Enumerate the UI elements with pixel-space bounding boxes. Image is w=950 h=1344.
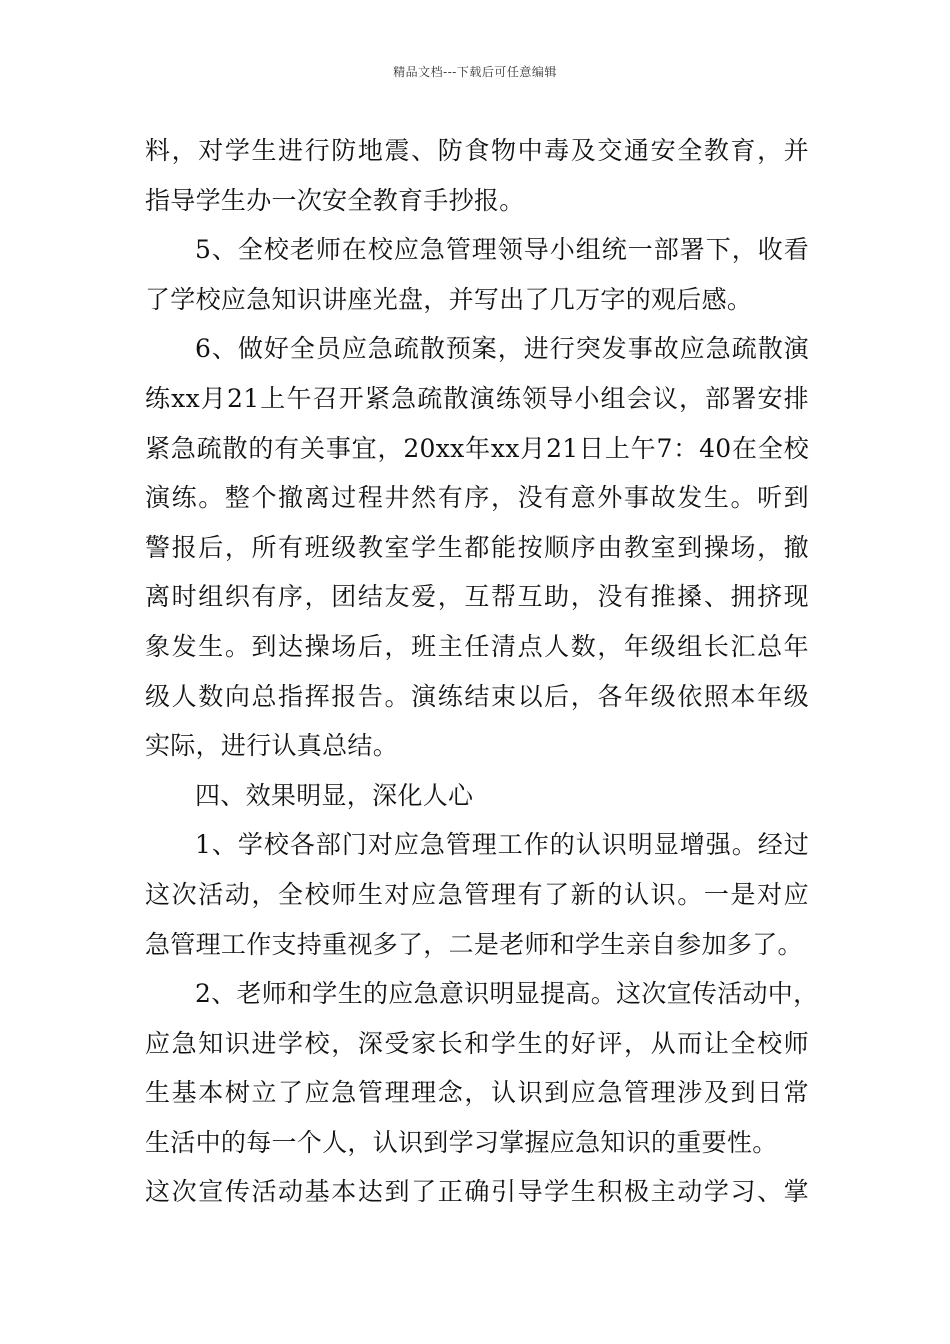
- text-line: 应急知识进学校，深受家长和学生的好评，从而让全校师: [145, 1028, 809, 1058]
- text-line: 5、全校老师在校应急管理领导小组统一部署下，收看: [195, 235, 809, 265]
- text-line: 演练。整个撤离过程井然有序，没有意外事故发生。听到: [145, 483, 809, 513]
- document-body: [145, 126, 819, 1217]
- text-line: 紧急疏散的有关事宜，20xx年xx月21日上午7：40在全校: [145, 433, 809, 463]
- text-line: 急管理工作支持重视多了，二是老师和学生亲自参加多了。: [145, 929, 803, 959]
- text-line: 6、做好全员应急疏散预案，进行突发事故应急疏散演: [195, 334, 809, 364]
- text-line: 生基本树立了应急管理理念，认识到应急管理涉及到日常: [145, 1078, 809, 1108]
- text-line: 料，对学生进行防地震、防食物中毒及交通安全教育，并: [145, 136, 809, 165]
- text-line: 警报后，所有班级教室学生都能按顺序由教室到操场，撤: [145, 532, 809, 562]
- text-line: 离时组织有序，团结友爱，互帮互助，没有推搡、拥挤现: [145, 582, 809, 612]
- page-header: 精品文档---下载后可任意编辑: [393, 65, 557, 79]
- text-line: 1、学校各部门对应急管理工作的认识明显增强。经过: [195, 830, 809, 860]
- text-line: 2、老师和学生的应急意识明显提高。这次宣传活动中，: [195, 979, 819, 1009]
- text-line: 生活中的每一个人，认识到学习掌握应急知识的重要性。: [145, 1127, 778, 1157]
- text-line: 实际，进行认真总结。: [145, 731, 399, 761]
- text-line: 指导学生办一次安全教育手抄报。: [145, 185, 525, 215]
- text-line: 这次活动，全校师生对应急管理有了新的认识。一是对应: [145, 879, 809, 909]
- text-line: 练xx月21上午召开紧急疏散演练领导小组会议，部署安排: [145, 383, 809, 413]
- section-heading: 四、效果明显，深化人心: [195, 780, 474, 810]
- text-line: 象发生。到达操场后，班主任清点人数，年级组长汇总年: [145, 631, 809, 661]
- text-line: 了学校应急知识讲座光盘，并写出了几万字的观后感。: [145, 284, 753, 314]
- text-line: 这次宣传活动基本达到了正确引导学生积极主动学习、掌: [145, 1177, 809, 1207]
- text-line: 级人数向总指挥报告。演练结束以后，各年级依照本年级: [145, 681, 809, 711]
